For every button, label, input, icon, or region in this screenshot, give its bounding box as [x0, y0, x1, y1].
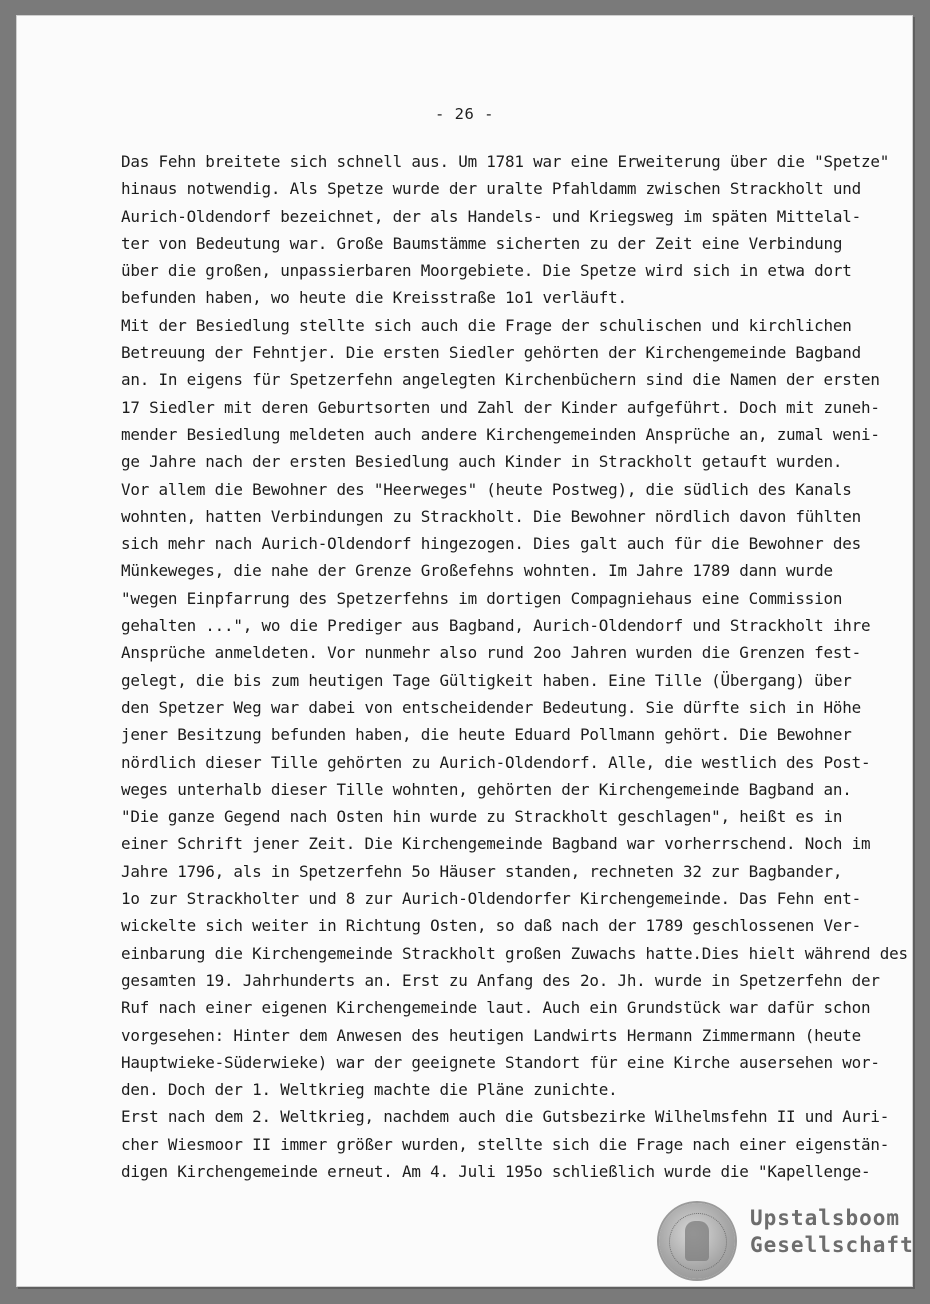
text-line: mender Besiedlung meldeten auch andere Kirchengemeinden Ansprüche an, zumal weni- [121, 424, 880, 444]
text-line: Mit der Besiedlung stellte sich auch die Frage der schulischen und kirchlichen [121, 315, 852, 335]
text-line: 17 Siedler mit deren Geburtsorten und Zahl der Kinder aufgeführt. Doch mit zuneh- [121, 397, 880, 417]
text-line: nördlich dieser Tille gehörten zu Aurich-Oldendorf. Alle, die westlich des Post- [121, 752, 871, 772]
text-line: wohnten, hatten Verbindungen zu Strackholt. Die Bewohner nördlich davon fühlten [121, 506, 861, 526]
text-line: Erst nach dem 2. Weltkrieg, nachdem auch die Gutsbezirke Wilhelmsfehn II und Auri- [121, 1107, 890, 1127]
text-line: Münkeweges, die nahe der Grenze Großefehns wohnten. Im Jahre 1789 dann wurde [121, 561, 833, 581]
text-line: Betreuung der Fehntjer. Die ersten Siedler gehörten der Kirchengemeinde Bagband [121, 343, 861, 363]
body-text [121, 148, 908, 1185]
text-line: gehalten ...", wo die Prediger aus Bagband, Aurich-Oldendorf und Strackholt ihre [121, 616, 871, 636]
text-line: hinaus notwendig. Als Spetze wurde der uralte Pfahldamm zwischen Strackholt und [121, 179, 861, 199]
text-line: "Die ganze Gegend nach Osten hin wurde zu Strackholt geschlagen", heißt es in [121, 807, 843, 827]
text-line: Ansprüche anmeldeten. Vor nunmehr also rund 2oo Jahren wurden die Grenzen fest- [121, 643, 861, 663]
text-line: vorgesehen: Hinter dem Anwesen des heutigen Landwirts Hermann Zimmermann (heute [121, 1025, 861, 1045]
logo-text [750, 1205, 914, 1259]
text-line: einer Schrift jener Zeit. Die Kirchengemeinde Bagband war vorherrschend. Noch im [121, 834, 871, 854]
text-line: ge Jahre nach der ersten Besiedlung auch Kinder in Strackholt getauft wurden. [121, 452, 843, 472]
text-line: digen Kirchengemeinde erneut. Am 4. Juli 195o schließlich wurde die "Kapellenge- [121, 1161, 871, 1181]
text-line: wickelte sich weiter in Richtung Osten, so daß nach der 1789 geschlossenen Ver- [121, 916, 861, 936]
text-line: Hauptwieke-Süderwieke) war der geeignete Standort für eine Kirche ausersehen wor- [121, 1052, 880, 1072]
text-line: "wegen Einpfarrung des Spetzerfehns im dortigen Compagniehaus eine Commission [121, 588, 843, 608]
seal-icon [659, 1203, 735, 1279]
text-line: Jahre 1796, als in Spetzerfehn 5o Häuser standen, rechneten 32 zur Bagbander, [121, 861, 843, 881]
text-line: gelegt, die bis zum heutigen Tage Gültigkeit haben. Eine Tille (Übergang) über [121, 670, 852, 690]
text-line: Das Fehn breitete sich schnell aus. Um 1781 war eine Erweiterung über die "Spetze" [121, 152, 890, 171]
text-line: über die großen, unpassierbaren Moorgebiete. Die Spetze wird sich in etwa dort [121, 261, 852, 281]
page-number: - 26 - [435, 105, 494, 123]
text-line: Vor allem die Bewohner des "Heerweges" (heute Postweg), die südlich des Kanals [121, 479, 852, 499]
text-line: ter von Bedeutung war. Große Baumstämme sicherten zu der Zeit eine Verbindung [121, 233, 843, 253]
text-line: Ruf nach einer eigenen Kirchengemeinde laut. Auch ein Grundstück war dafür schon [121, 998, 871, 1018]
text-line: cher Wiesmoor II immer größer wurden, stellte sich die Frage nach einer eigenstän- [121, 1134, 890, 1154]
text-line: gesamten 19. Jahrhunderts an. Erst zu Anfang des 2o. Jh. wurde in Spetzerfehn der [121, 970, 880, 990]
text-line: sich mehr nach Aurich-Oldendorf hingezogen. Dies galt auch für die Bewohner des [121, 534, 861, 554]
document-page [16, 15, 913, 1287]
logo-line-2: Gesellschaft [750, 1233, 914, 1257]
logo-line-1: Upstalsboom [750, 1206, 901, 1230]
text-line: Aurich-Oldendorf bezeichnet, der als Handels- und Kriegsweg im späten Mittelal- [121, 206, 861, 226]
text-line: einbarung die Kirchengemeinde Strackholt großen Zuwachs hatte.Dies hielt während des [121, 943, 908, 963]
text-line: weges unterhalb dieser Tille wohnten, gehörten der Kirchengemeinde Bagband an. [121, 779, 852, 799]
text-line: jener Besitzung befunden haben, die heute Eduard Pollmann gehört. Die Bewohner [121, 725, 852, 745]
text-line: 1o zur Strackholter und 8 zur Aurich-Oldendorfer Kirchengemeinde. Das Fehn ent- [121, 889, 861, 909]
text-line: an. In eigens für Spetzerfehn angelegten Kirchenbüchern sind die Namen der ersten [121, 370, 880, 390]
text-line: befunden haben, wo heute die Kreisstraße 1o1 verläuft. [121, 288, 627, 308]
text-line: den Spetzer Weg war dabei von entscheidender Bedeutung. Sie dürfte sich in Höhe [121, 697, 861, 717]
upstalsboom-logo [659, 1203, 914, 1283]
text-line: den. Doch der 1. Weltkrieg machte die Pläne zunichte. [121, 1080, 618, 1100]
